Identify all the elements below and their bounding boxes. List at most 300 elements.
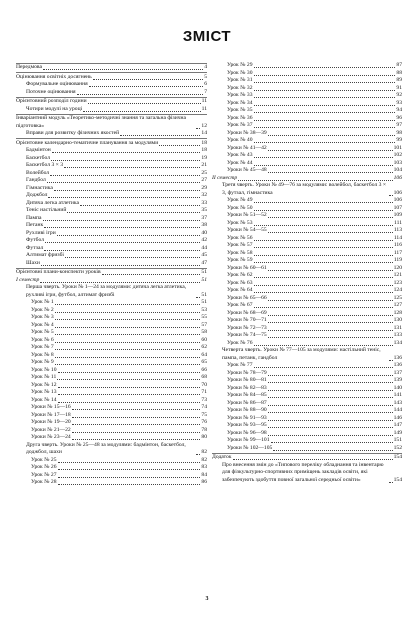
toc-entry-page: 87 <box>396 62 402 68</box>
toc-entry <box>16 367 207 375</box>
toc-entry <box>16 114 207 131</box>
dot-leader <box>55 342 201 343</box>
page-number: 3 <box>205 596 209 602</box>
toc-entry-title: Урок № 63 <box>227 279 253 286</box>
toc-entry-title: Урок № 62 <box>227 272 253 278</box>
toc-entry <box>16 170 207 178</box>
toc-entry-page: 104 <box>393 167 402 173</box>
dot-leader <box>54 190 201 191</box>
toc-entry-page: 19 <box>201 154 207 161</box>
toc-entry-page: 40 <box>201 229 207 236</box>
toc-entry-page: 38 <box>201 222 207 228</box>
dot-leader <box>44 250 200 251</box>
dot-leader <box>254 142 396 143</box>
toc-entry-title: Урок № 12 <box>31 381 57 388</box>
toc-entry-title: Футзал <box>26 244 44 251</box>
dot-leader <box>44 227 200 228</box>
toc-entry-title: Оцінювання освітніх досягнень <box>16 73 92 80</box>
toc-entry <box>212 310 402 318</box>
toc-entry <box>212 453 402 462</box>
toc-entry-title: Урок № 56 <box>227 234 253 241</box>
toc-entry <box>16 329 207 337</box>
toc-entry <box>16 307 207 315</box>
toc-entry-page: 29 <box>201 184 207 191</box>
toc-entry-page: 125 <box>393 294 402 301</box>
dot-leader <box>67 212 200 213</box>
toc-entry <box>212 115 402 123</box>
toc-entry-page: 136 <box>393 362 402 368</box>
toc-entry-page: 4 <box>204 64 207 70</box>
toc-entry-title: Орієнтовні плани-конспекти уроків <box>16 269 101 275</box>
toc-entry-title: Баскетбол <box>26 154 51 161</box>
dot-leader <box>268 435 393 436</box>
toc-entry-title: Урок № 3 <box>31 314 54 320</box>
toc-entry-page: 152 <box>393 444 402 451</box>
toc-entry-title: Уроки № 86—87 <box>227 399 267 406</box>
toc-entry-title: Формувальне оцінювання <box>26 81 88 87</box>
dot-leader <box>254 120 396 121</box>
dot-leader <box>268 135 396 136</box>
dot-leader <box>268 270 393 271</box>
toc-entry-title: Уроки № 88—90 <box>227 407 267 413</box>
toc-entry <box>16 427 207 435</box>
toc-entry <box>212 205 402 213</box>
toc-entry-title: Уроки № 17—18 <box>31 411 71 418</box>
toc-entry-page: 154 <box>393 476 402 483</box>
toc-entry <box>212 302 402 310</box>
toc-entry-page: 113 <box>393 227 402 233</box>
toc-entry-page: 92 <box>396 92 402 98</box>
toc-entry <box>212 167 402 175</box>
toc-entry-page: 82 <box>201 449 207 455</box>
toc-entry-title: Волейбол <box>26 169 50 176</box>
toc-entry <box>212 370 402 378</box>
toc-entry-title: Урок № 53 <box>227 219 253 226</box>
toc-entry <box>16 252 207 260</box>
dot-leader <box>268 330 393 331</box>
dot-leader <box>51 160 200 161</box>
dot-leader <box>254 90 396 91</box>
toc-entry-title: Уроки № 15—16 <box>31 404 71 410</box>
dot-leader <box>102 274 201 275</box>
toc-entry-title: Теніс настільний <box>26 207 67 213</box>
toc-entry-title: Урок № 14 <box>31 396 57 403</box>
toc-entry-page: 47 <box>201 259 207 266</box>
toc-entry <box>212 295 402 303</box>
toc-entry-title: Урок № 32 <box>227 84 253 91</box>
toc-entry <box>16 81 207 89</box>
toc-entry-title: Петанк <box>26 222 44 228</box>
toc-entry <box>212 175 402 183</box>
toc-entry <box>16 434 207 442</box>
toc-entry-page: 143 <box>393 399 402 406</box>
toc-entry <box>16 207 207 215</box>
dot-leader <box>268 397 393 398</box>
toc-entry <box>212 445 402 453</box>
dot-leader <box>254 105 396 106</box>
dot-leader <box>254 262 393 263</box>
toc-entry-title: Урок № 13 <box>31 389 57 395</box>
dot-leader <box>389 195 393 196</box>
toc-entry-page: 109 <box>393 212 402 218</box>
toc-entry-page: 78 <box>201 426 207 433</box>
toc-entry-title: Урок № 30 <box>227 69 253 76</box>
toc-entry-title: Четверта чверть. Уроки № 77—105 за модулями: настільний теніс, пампа, петанк, гандбол <box>222 347 381 361</box>
toc-entry-title: Урок № 1 <box>31 299 54 305</box>
toc-entry-page: 144 <box>393 407 402 413</box>
toc-entry-title: Уроки № 54—55 <box>227 227 267 233</box>
toc-entry-page: 123 <box>393 279 402 286</box>
dot-leader <box>72 439 201 440</box>
toc-entry <box>212 272 402 280</box>
toc-entry <box>212 212 402 220</box>
toc-entry <box>212 182 402 197</box>
toc-entry <box>212 280 402 288</box>
dot-leader <box>268 217 393 218</box>
toc-entry-title: Уроки № 68—69 <box>227 309 267 316</box>
toc-entry <box>16 237 207 245</box>
toc-entry-title: Рухливі ігри <box>26 229 56 236</box>
dot-leader <box>254 307 393 308</box>
toc-entry <box>16 106 207 114</box>
dot-leader <box>254 127 396 128</box>
dot-leader <box>254 292 393 293</box>
toc-entry-title: Урок № 27 <box>31 471 57 478</box>
dot-leader <box>58 402 201 403</box>
toc-entry-title: Уроки № 84—85 <box>227 392 267 398</box>
toc-entry-title: Пампа <box>26 214 42 221</box>
toc-entry-title: Уроки № 65—66 <box>227 294 267 301</box>
toc-entry-page: 139 <box>393 377 402 383</box>
toc-entry-title: Урок № 43 <box>227 152 253 158</box>
toc-entry <box>16 382 207 390</box>
dot-leader <box>254 82 396 83</box>
toc-entry-page: 12 <box>201 122 207 129</box>
toc-entry <box>212 152 402 160</box>
dot-leader <box>58 387 201 388</box>
toc-entry-title: Гандбол <box>26 177 46 183</box>
toc-entry <box>16 464 207 472</box>
toc-entry <box>16 442 207 457</box>
dot-leader <box>238 180 392 181</box>
toc-entry-page: 127 <box>393 302 402 308</box>
dot-leader <box>254 97 396 98</box>
toc-entry-page: 141 <box>393 392 402 398</box>
toc-entry-page: 106 <box>393 197 402 203</box>
toc-entry-title: Шахи <box>26 259 40 266</box>
toc-entry-title: Уроки № 74—75 <box>227 332 267 338</box>
toc-entry-title: Уроки № 91—93 <box>227 414 267 421</box>
toc-entry-page: 102 <box>393 152 402 158</box>
toc-entry <box>16 177 207 185</box>
toc-entry <box>16 200 207 208</box>
toc-entry <box>16 457 207 465</box>
toc-entry-title: Урок № 40 <box>227 137 253 143</box>
toc-entry-page: 66 <box>201 366 207 373</box>
toc-entry-page: 131 <box>393 324 402 331</box>
toc-entry <box>212 227 402 235</box>
toc-entry-title: Урок № 50 <box>227 204 253 211</box>
toc-entry <box>16 397 207 405</box>
toc-entry-page: 93 <box>396 99 402 106</box>
toc-entry-title: Урок № 4 <box>31 321 54 328</box>
toc-entry <box>212 137 402 145</box>
dot-leader <box>55 334 201 335</box>
toc-entry-title: Гімнастика <box>26 184 53 191</box>
toc-entry-title: Урок № 7 <box>31 344 54 350</box>
dot-leader <box>254 277 393 278</box>
toc-entry-page: 18 <box>201 139 207 146</box>
toc-entry-page: 106 <box>393 174 402 181</box>
toc-entry-page: 75 <box>201 411 207 418</box>
dot-leader <box>268 427 393 428</box>
toc-entry <box>16 147 207 155</box>
toc-entry <box>212 242 402 250</box>
toc-entry <box>16 299 207 307</box>
toc-entry-title: Урок № 58 <box>227 249 253 256</box>
dot-leader <box>80 205 200 206</box>
dot-leader <box>254 285 393 286</box>
toc-entry <box>16 322 207 330</box>
toc-entry <box>16 192 207 200</box>
toc-entry-page: 51 <box>201 299 207 305</box>
toc-entry-page: 45 <box>201 252 207 258</box>
toc-entry <box>212 235 402 243</box>
toc-entry-title: Урок № 77 <box>227 362 253 368</box>
dot-leader <box>268 412 393 413</box>
toc-entry-title: Уроки № 51—52 <box>227 212 267 218</box>
toc-entry <box>212 407 402 415</box>
toc-entry <box>212 130 402 138</box>
toc-entry-page: 140 <box>393 384 402 391</box>
toc-entry-title: Чотири модулі на уроці <box>26 105 83 112</box>
dot-leader <box>268 232 393 233</box>
toc-entry-title: Урок № 10 <box>31 366 57 373</box>
toc-entry-title: Урок № 57 <box>227 242 253 248</box>
toc-entry-title: Урок № 33 <box>227 92 253 98</box>
toc-entry <box>212 85 402 93</box>
toc-entry-title: Урок № 59 <box>227 257 253 263</box>
page-title: ЗМІСТ <box>182 28 232 45</box>
toc-entry-page: 121 <box>393 272 402 278</box>
toc-entry-page: 111 <box>394 219 402 226</box>
toc-entry-page: 82 <box>201 456 207 463</box>
toc-entry <box>212 415 402 423</box>
toc-entry-page: 119 <box>393 257 402 263</box>
dot-leader <box>268 405 393 406</box>
toc-entry <box>212 385 402 393</box>
toc-entry-title: Орієнтовне календарно-тематичне планування за модулями <box>16 139 159 146</box>
toc-entry-title: Урок № 44 <box>227 159 253 166</box>
dot-leader <box>57 379 200 380</box>
toc-entry-page: 107 <box>393 204 402 211</box>
toc-entry <box>16 284 207 299</box>
toc-entry-title: Інваріантний модуль «Теоретико-методичні знання та загальна фізична підготовка» <box>16 115 187 129</box>
dot-leader <box>268 420 393 421</box>
toc-entry <box>212 122 402 130</box>
toc-entry-title: Уроки № 99—101 <box>227 437 270 443</box>
toc-entry <box>212 265 402 273</box>
toc-entry-page: 116 <box>393 242 402 248</box>
toc-entry-title: Уроки № 102—105 <box>227 444 273 451</box>
toc-entry-page: 44 <box>201 244 207 251</box>
dot-leader <box>89 86 203 87</box>
toc-entry-page: 51 <box>201 269 207 275</box>
dot-leader <box>72 424 201 425</box>
toc-entry-page: 73 <box>201 396 207 403</box>
toc-entry <box>212 430 402 438</box>
dot-leader <box>58 477 201 478</box>
toc-entry-title: Урок № 28 <box>31 479 57 485</box>
toc-entry-title: Уроки № 82—83 <box>227 384 267 391</box>
toc-entry <box>16 277 207 285</box>
toc-entry-title: Уроки № 96—98 <box>227 429 267 436</box>
dot-leader <box>55 349 201 350</box>
toc-entry-page: 136 <box>393 354 402 361</box>
toc-entry <box>212 100 402 108</box>
toc-entry-page: 6 <box>204 81 207 87</box>
toc-entry-page: 97 <box>396 122 402 128</box>
toc-entry-title: Урок № 25 <box>31 456 57 463</box>
dot-leader <box>254 345 393 346</box>
toc-entry-page: 130 <box>393 317 402 323</box>
toc-entry-title: Урок № 26 <box>31 464 57 470</box>
toc-entry-page: 55 <box>201 314 207 320</box>
toc-entry <box>16 314 207 322</box>
toc-entry-title: Вправи для розвитку фізичних якостей <box>26 130 120 136</box>
toc-entry <box>16 404 207 412</box>
toc-entry-title: Доджбол <box>26 192 48 198</box>
toc-entry-page: 74 <box>201 404 207 410</box>
toc-entry-page: 51 <box>201 276 207 283</box>
toc-entry-title: I семестр <box>16 276 40 283</box>
toc-entry-page: 57 <box>201 321 207 328</box>
toc-entry <box>16 215 207 223</box>
toc-entry-page: 51 <box>201 291 207 298</box>
toc-entry-page: 151 <box>393 437 402 443</box>
toc-entry-page: 83 <box>201 464 207 470</box>
toc-entry-page: 101 <box>393 144 402 151</box>
toc-entry <box>16 130 207 138</box>
toc-entry <box>16 185 207 193</box>
toc-entry-title: Уроки № 70—71 <box>227 317 267 323</box>
toc-entry-page: 32 <box>201 192 207 198</box>
toc-entry-page: 37 <box>201 214 207 221</box>
toc-entry <box>16 472 207 480</box>
toc-entry <box>212 107 402 115</box>
toc-entry <box>212 77 402 85</box>
dot-leader <box>55 304 201 305</box>
toc-entry-page: 53 <box>201 306 207 313</box>
dot-leader <box>88 103 201 104</box>
toc-entry-title: Третя чверть. Уроки № 49—76 за модулями: волейбол, баскетбол 3 × 3, футзал, гімнастика <box>222 182 387 196</box>
toc-entry-page: 84 <box>201 471 207 478</box>
dot-leader <box>271 442 393 443</box>
toc-entry <box>16 97 207 106</box>
toc-entry <box>212 145 402 153</box>
dot-leader <box>268 322 393 323</box>
toc-entry-title: Урок № 8 <box>31 351 54 358</box>
toc-entry <box>16 419 207 427</box>
toc-entry-page: 35 <box>201 207 207 213</box>
toc-entry <box>212 92 402 100</box>
toc-entry <box>16 222 207 230</box>
toc-entry-page: 106 <box>393 189 402 196</box>
toc-entry-title: Уроки № 21—22 <box>31 426 71 433</box>
toc-entry-page: 94 <box>396 107 402 113</box>
toc-entry-page: 27 <box>201 177 207 183</box>
dot-leader <box>254 247 393 248</box>
toc-right-column <box>212 62 402 484</box>
dot-leader <box>268 315 393 316</box>
toc-entry <box>16 374 207 382</box>
toc-entry-page: 124 <box>393 287 402 293</box>
toc-entry <box>16 344 207 352</box>
toc-entry-page: 120 <box>393 264 402 271</box>
dot-leader <box>93 79 203 80</box>
toc-entry-page: 64 <box>201 351 207 358</box>
toc-entry-title: Про внесення змін до «Типового переліку обладнання та інвентарю для фізкультурно-спортивних приміщень закладів освіти, які забезпечують здобуття повної загальної середньої освіти» <box>222 461 384 483</box>
dot-leader <box>57 235 201 236</box>
dot-leader <box>58 372 201 373</box>
toc-entry <box>16 245 207 253</box>
toc-entry-title: Уроки № 19—20 <box>31 419 71 425</box>
toc-entry <box>16 268 207 277</box>
toc-entry-title: Уроки № 78—79 <box>227 369 267 376</box>
toc-entry <box>16 230 207 238</box>
dot-leader <box>45 242 200 243</box>
dot-leader <box>55 364 201 365</box>
toc-entry-page: 58 <box>201 329 207 335</box>
toc-entry-page: 80 <box>201 434 207 440</box>
toc-entry-title: Урок № 49 <box>227 197 253 203</box>
toc-entry-title: Урок № 9 <box>31 359 54 365</box>
dot-leader <box>268 300 393 301</box>
toc-entry-title: Уроки № 60—61 <box>227 264 267 271</box>
dot-leader <box>268 382 393 383</box>
dot-leader <box>389 360 393 361</box>
toc-entry <box>212 377 402 385</box>
toc-entry-title: Баскетбол 3 × 3 <box>26 162 63 168</box>
toc-entry-page: 42 <box>201 237 207 243</box>
toc-entry <box>16 155 207 163</box>
toc-entry-title: Уроки № 41—42 <box>227 144 267 151</box>
toc-entry-page: 71 <box>201 389 207 395</box>
toc-entry-title: Дитяча легка атлетика <box>26 199 80 206</box>
toc-entry <box>212 325 402 333</box>
toc-entry <box>212 400 402 408</box>
toc-entry <box>16 63 207 72</box>
toc-entry <box>212 220 402 228</box>
toc-entry <box>212 197 402 205</box>
dot-leader <box>55 319 201 320</box>
toc-entry-title: Урок № 5 <box>31 329 54 335</box>
toc-entry-page: 149 <box>393 429 402 436</box>
dot-leader <box>58 484 201 485</box>
toc-entry-page: 76 <box>201 419 207 425</box>
toc-entry-page: 60 <box>201 336 207 343</box>
toc-entry-title: Друга чверть. Уроки № 25—48 за модулями: бадмінтон, баскетбол, доджбол, шахи <box>26 441 186 455</box>
dot-leader <box>268 150 393 151</box>
dot-leader <box>55 312 201 313</box>
toc-entry-title: Урок № 34 <box>227 99 253 106</box>
toc-entry <box>212 317 402 325</box>
dot-leader <box>254 255 393 256</box>
toc-entry-page: 11 <box>201 98 207 104</box>
dot-leader <box>254 210 393 211</box>
dot-leader <box>254 225 394 226</box>
toc-entry-page: 91 <box>396 84 402 91</box>
